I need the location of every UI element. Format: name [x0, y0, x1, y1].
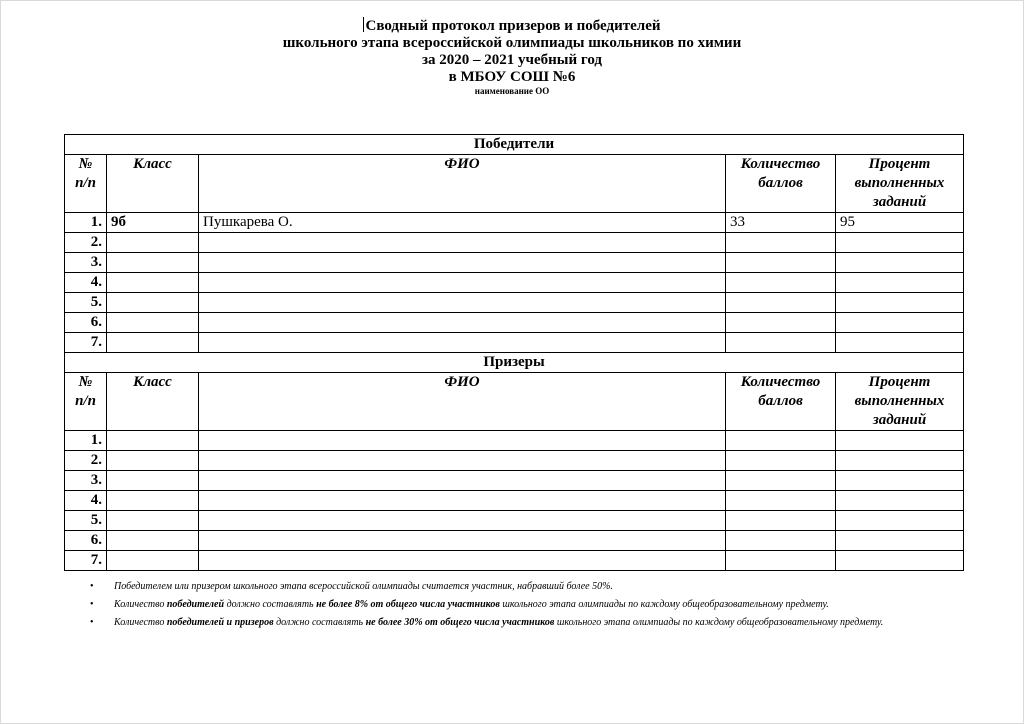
column-header-score-line: баллов [758, 175, 803, 191]
column-header-class: Класс [107, 155, 199, 213]
fio-cell[interactable] [199, 293, 726, 313]
fio-cell[interactable] [199, 511, 726, 531]
column-header-score [726, 155, 836, 213]
column-header-num-line: п/п [75, 393, 96, 409]
header-line-1 [0, 17, 1024, 35]
note-item [90, 615, 950, 630]
table-row [65, 233, 964, 253]
header-school: в МБОУ СОШ №6 [448, 69, 576, 85]
fio-cell[interactable] [199, 451, 726, 471]
percent-cell[interactable] [836, 293, 964, 313]
column-header-percent-line: выполненных [854, 393, 945, 409]
column-header-percent-line: выполненных [854, 175, 945, 191]
row-number: 2. [65, 233, 107, 253]
note-text: Количество [114, 599, 167, 610]
class-cell[interactable] [107, 313, 199, 333]
percent-cell[interactable] [836, 313, 964, 333]
row-number: 3. [65, 253, 107, 273]
fio-cell[interactable] [199, 531, 726, 551]
row-number: 5. [65, 511, 107, 531]
table-row [65, 333, 964, 353]
column-header-percent [836, 155, 964, 213]
row-number: 2. [65, 451, 107, 471]
table-row [65, 531, 964, 551]
note-emphasis: победителей и призеров [166, 617, 274, 628]
column-header-fio: ФИО [199, 155, 726, 213]
percent-cell[interactable] [836, 233, 964, 253]
note-item [90, 579, 950, 594]
class-cell[interactable] [107, 333, 199, 353]
percent-cell[interactable] [836, 431, 964, 451]
column-header-score [726, 373, 836, 431]
fio-cell[interactable] [199, 491, 726, 511]
class-cell[interactable] [107, 451, 199, 471]
protocol-table-body [65, 135, 964, 571]
score-cell[interactable] [726, 471, 836, 491]
table-row [65, 293, 964, 313]
class-cell[interactable] [107, 511, 199, 531]
class-cell[interactable] [107, 471, 199, 491]
fio-cell[interactable] [199, 551, 726, 571]
winners-title: Победители [65, 135, 964, 155]
bullet-icon: • [90, 599, 94, 610]
percent-cell[interactable] [836, 451, 964, 471]
column-header-score-line: баллов [758, 393, 803, 409]
score-cell[interactable] [726, 313, 836, 333]
column-header-percent-line: Процент [868, 156, 931, 172]
note-text: школьного этапа олимпиады по каждому общеобразовательному предмету. [554, 617, 884, 628]
column-header-num [65, 373, 107, 431]
table-row [65, 431, 964, 451]
prizewinners-title-row [65, 353, 964, 373]
percent-cell[interactable] [836, 551, 964, 571]
table-row [65, 551, 964, 571]
table-row [65, 451, 964, 471]
score-cell[interactable] [726, 451, 836, 471]
score-cell[interactable] [726, 273, 836, 293]
row-number: 3. [65, 471, 107, 491]
row-number: 1. [65, 213, 107, 233]
column-header-percent-line: заданий [872, 412, 927, 428]
score-cell[interactable] [726, 551, 836, 571]
column-header-num-line: № [78, 156, 93, 172]
note-text: Победителем или призером школьного этапа всероссийской олимпиады считается участник, набравший более 50%. [114, 581, 613, 592]
winners-title-row [65, 135, 964, 155]
table-row [65, 313, 964, 333]
score-cell[interactable] [726, 431, 836, 451]
column-header-percent [836, 373, 964, 431]
table-row [65, 511, 964, 531]
fio-cell[interactable] [199, 471, 726, 491]
column-header-num-line: № [78, 374, 93, 390]
class-cell[interactable] [107, 253, 199, 273]
fio-cell[interactable] [199, 313, 726, 333]
header-title: Сводный протокол призеров и победителей [365, 18, 661, 34]
score-cell[interactable] [726, 531, 836, 551]
class-cell[interactable] [107, 273, 199, 293]
score-cell[interactable] [726, 233, 836, 253]
column-header-score-line: Количество [740, 374, 821, 390]
bullet-icon: • [90, 617, 94, 628]
class-cell[interactable] [107, 233, 199, 253]
class-cell[interactable] [107, 431, 199, 451]
column-header-num [65, 155, 107, 213]
class-cell[interactable] [107, 531, 199, 551]
fio-cell[interactable] [199, 333, 726, 353]
fio-cell[interactable] [199, 273, 726, 293]
percent-cell[interactable] [836, 253, 964, 273]
protocol-table [64, 134, 964, 571]
percent-cell[interactable] [836, 511, 964, 531]
header-year: за 2020 – 2021 учебный год [422, 52, 602, 68]
table-row [65, 491, 964, 511]
score-cell[interactable] [726, 333, 836, 353]
percent-cell[interactable]: 95 [836, 213, 964, 233]
document-header [0, 17, 1024, 97]
percent-cell[interactable] [836, 273, 964, 293]
row-number: 4. [65, 491, 107, 511]
note-text: Количество [114, 617, 167, 628]
score-cell[interactable]: 33 [726, 213, 836, 233]
percent-cell[interactable] [836, 491, 964, 511]
fio-cell[interactable] [199, 431, 726, 451]
column-header-percent-line: Процент [868, 374, 931, 390]
note-text: должно составлять [273, 617, 366, 628]
score-cell[interactable] [726, 293, 836, 313]
row-number: 1. [65, 431, 107, 451]
table-row [65, 213, 964, 233]
note-emphasis: не более 8% от общего числа участников [316, 599, 500, 610]
score-cell[interactable] [726, 491, 836, 511]
score-cell[interactable] [726, 253, 836, 273]
class-cell[interactable]: 9б [107, 213, 199, 233]
header-org-label: наименование ОО [474, 86, 550, 96]
table-row [65, 253, 964, 273]
percent-cell[interactable] [836, 531, 964, 551]
note-text: школьного этапа олимпиады по каждому общеобразовательному предмету. [499, 599, 829, 610]
prizewinners-column-headers [65, 373, 964, 431]
column-header-score-line: Количество [740, 156, 821, 172]
row-number: 7. [65, 551, 107, 571]
column-header-class: Класс [107, 373, 199, 431]
score-cell[interactable] [726, 511, 836, 531]
row-number: 7. [65, 333, 107, 353]
table-row [65, 273, 964, 293]
class-cell[interactable] [107, 551, 199, 571]
fio-cell[interactable]: Пушкарева О. [199, 213, 726, 233]
row-number: 4. [65, 273, 107, 293]
prizewinners-title: Призеры [65, 353, 964, 373]
note-emphasis: победителей [166, 599, 225, 610]
header-line-2: школьного этапа всероссийской олимпиады школьников по химии [282, 35, 742, 51]
row-number: 5. [65, 293, 107, 313]
note-text: должно составлять [224, 599, 317, 610]
class-cell[interactable] [107, 491, 199, 511]
bullet-icon: • [90, 581, 94, 592]
percent-cell[interactable] [836, 333, 964, 353]
note-item [90, 597, 950, 612]
fio-cell[interactable] [199, 253, 726, 273]
row-number: 6. [65, 313, 107, 333]
note-emphasis: не более 30% от общего числа участников [365, 617, 555, 628]
notes-list [90, 579, 950, 633]
fio-cell[interactable] [199, 233, 726, 253]
column-header-num-line: п/п [75, 175, 96, 191]
winners-column-headers [65, 155, 964, 213]
column-header-fio: ФИО [199, 373, 726, 431]
table-row [65, 471, 964, 491]
class-cell[interactable] [107, 293, 199, 313]
row-number: 6. [65, 531, 107, 551]
percent-cell[interactable] [836, 471, 964, 491]
column-header-percent-line: заданий [872, 194, 927, 210]
